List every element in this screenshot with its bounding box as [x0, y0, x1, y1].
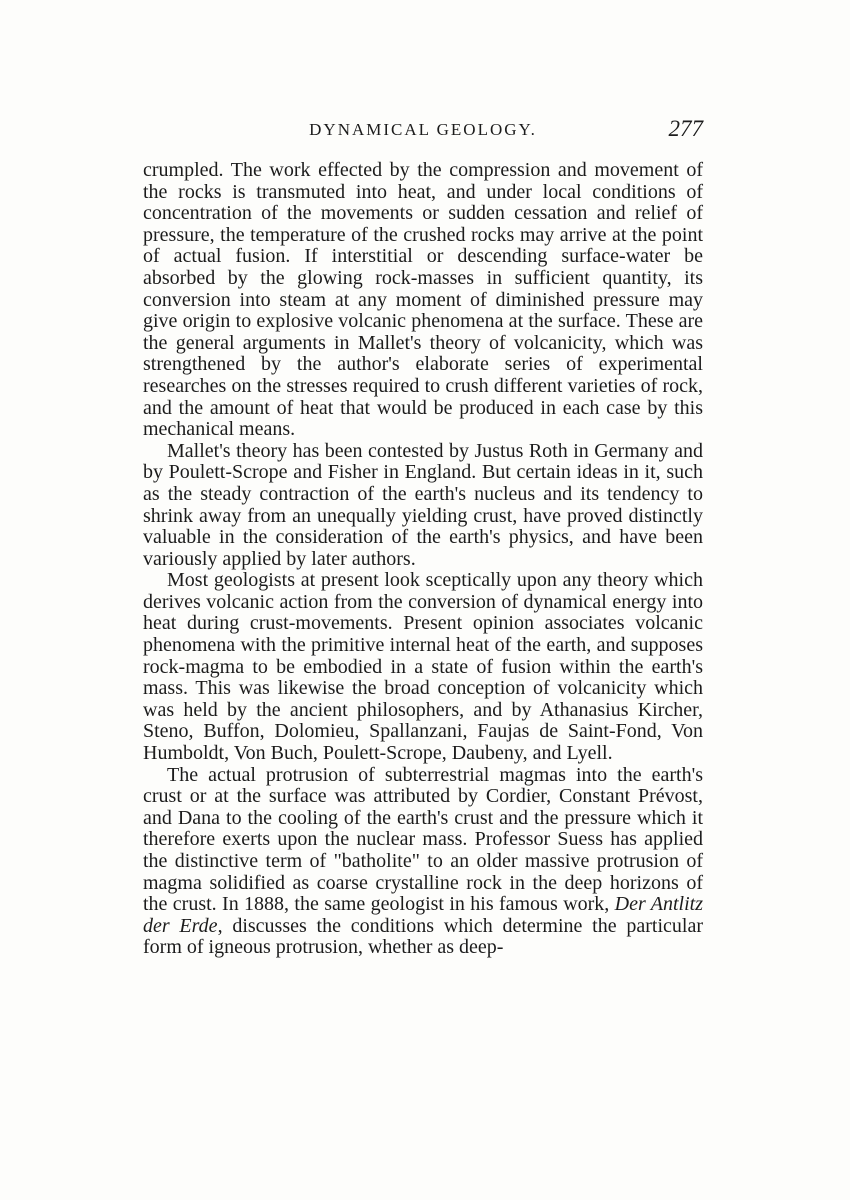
chapter-title: DYNAMICAL GEOLOGY. [309, 120, 537, 139]
book-title-italic: Der Antlitz der Erde [143, 893, 703, 937]
paragraph-4-text-after: , discusses the conditions which determine the particular form of igneous protrusion, whether as deep- [143, 914, 703, 959]
paragraph-2: Mallet's theory has been contested by Justus Roth in Germany and by Poulett-Scrope and Fisher in England. But certain ideas in it, such as the steady contraction of the earth's nucleus and its tendency to shrink away from an unequally yielding crust, have proved distinctly valuable in the consideration of the earth's physics, and have been variously applied by later authors. [143, 439, 703, 570]
paragraph-4-text-before: The actual protrusion of subterrestrial magmas into the earth's crust or at the surface was attributed by Cordier, Constant Prévost, and Dana to the cooling of the earth's crust and the pressure which it therefore exerts upon the nuclear mass. Professor Suess has applied the distinctive term of "batholite" to an older massive protrusion of magma solidified as coarse crystalline rock in the deep horizons of the crust. In 1888, the same geologist in his famous work, [143, 763, 703, 916]
paragraph-1: crumpled. The work effected by the compression and movement of the rocks is transmuted into heat, and under local conditions of concentration of the movements or sudden cessation and relief of pressure, the temperature of the crushed rocks may arrive at the point of actual fusion. If interstitial or descending surface-water be absorbed by the glowing rock-masses in sufficient quantity, its conversion into steam at any moment of diminished pressure may give origin to explosive volcanic phenomena at the surface. These are the general arguments in Mallet's theory of volcanicity, which was strengthened by the author's elaborate series of experimental researches on the stresses required to crush different varieties of rock, and the amount of heat that would be produced in each case by this mechanical means. [143, 159, 703, 441]
page-number: 277 [668, 116, 703, 141]
body-text [143, 160, 703, 959]
paragraph-4 [143, 765, 703, 959]
paragraph-3: Most geologists at present look sceptically upon any theory which derives volcanic action from the conversion of dynamical energy into heat during crust-movements. Present opinion associates volcanic phenomena with the primitive internal heat of the earth, and supposes rock-magma to be embodied in a state of fusion within the earth's mass. This was likewise the broad conception of volcanicity which was held by the ancient philosophers, and by Athanasius Kircher, Steno, Buffon, Dolomieu, Spallanzani, Faujas de Saint-Fond, Von Humboldt, Von Buch, Poulett-Scrope, Daubeny, and Lyell. [143, 569, 703, 765]
running-head [143, 112, 703, 142]
